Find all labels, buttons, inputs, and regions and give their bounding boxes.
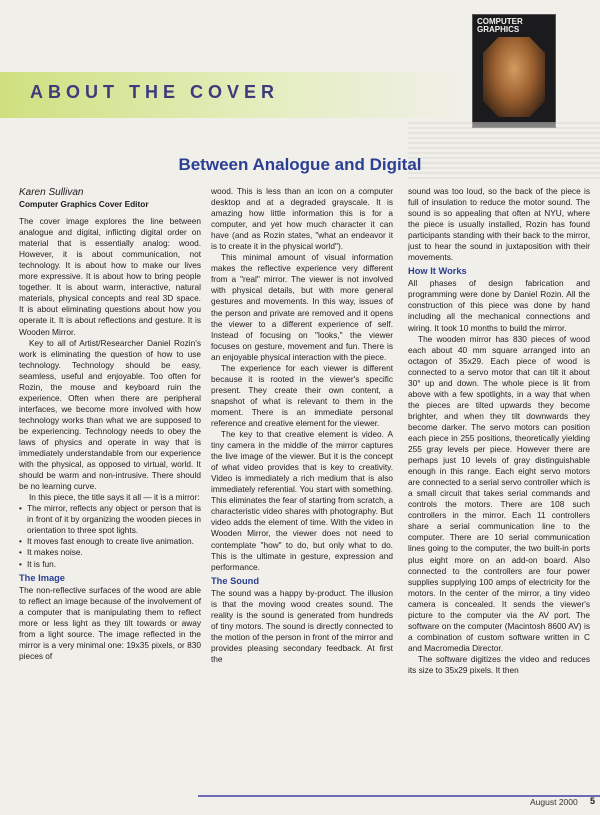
- paragraph: The wooden mirror has 830 pieces of wood each about 40 mm square arranged into an octagon of 35x29. Each piece of wood is connected to a servo motor that can tilt it about 30° up and down. The whole piece is lit from above with a few spotlights, in a way that when the pieces are tilted upwards they become brighter, and when they tilt downwards they become darker. The servo motors can position each piece in 255 positions, theoretically yielding 255 gray levels per piece. However there are perhaps just 10 levels of gray distinguishable enough in this range. Each eight servo motors are connected to a serial servo controller which is a small circuit that takes serial commands and controls the motors. There are 108 such controllers in the mirror. Each 11 controllers share a serial communication line to the computer. There are 10 serial communication lines going to the computer, the two built-in ports plus eight more on an add-on board. Also connected to the controllers are four power supplies supplying 100 amps of electricity for the motors. In the center of the mirror, a tiny video camera is concealed. It sends the viewer's picture to the computer via the AV port. The software on the computer (Macintosh 8600 AV) is a combination of custom software written in C and Macromedia Director.: [408, 333, 590, 653]
- column-1: [19, 186, 201, 662]
- paragraph: sound was too loud, so the back of the piece is full of insulation to reduce the motor sound. The sound is so appealing that often at NYU, where the piece is usually installed, Rozin has found participants standing with their back to the mirror, just to hear the sound in juxtaposition with their movements.: [408, 186, 590, 263]
- paragraph: This minimal amount of visual information makes the reflective experience very different from a "real" mirror. The viewer is not involved with physical details, but with more general gestures and movements. In this way, issues of the person and private are removed and it opens the viewer to a different experience of self. Instead of focusing on "looks," the viewer focuses on gesture, movement and fun. There is an enjoyable physical interaction with the piece.: [211, 252, 393, 362]
- list-item: • The mirror, reflects any object or person that is in front of it by organizing the wooden pieces in orientation to three spot lights.: [27, 503, 201, 536]
- page-number: 5: [590, 796, 596, 806]
- issue-date: August 2000: [530, 797, 578, 807]
- paragraph: The non-reflective surfaces of the wood are able to reflect an image because of the involvement of a computer that is manipulating them to reflect more or less light as they tilt towards or away from a light source. The image reflected in the mirror is a very minimal one: 19x35 pixels, or 830 pieces of: [19, 584, 201, 661]
- column-2: [211, 186, 393, 665]
- paragraph: Key to all of Artist/Researcher Daniel Rozin's work is eliminating the question of how to use technology. Technology should be easy, seamless, useful and enjoyable. Too often for Rozin, the mouse and keyboard ruin the experience. Often when there are peripheral interfaces, we become more involved with how technology works than what we are supposed to be experiencing. Technology needs to obey the laws of physics and operate in way that is immediately understandable from our experience with the physical, as opposed to virtual, world. It should be warm and non-intrusive. There should be no learning curve.: [19, 337, 201, 492]
- paragraph: The experience for each viewer is different because it is rooted in the viewer's specific present. They create their own content, a snapshot of what is relevant to them in the moment. There is an immediate personal reference and creative element for the viewer.: [211, 362, 393, 428]
- author-name: Karen Sullivan: [19, 187, 84, 198]
- paragraph: The key to that creative element is video. A tiny camera in the middle of the mirror captures the live image of the viewer. But it is the concept of what video provides that is key to creativity. Video is immediately a rich medium that is also immediately referential. You start with something. This eliminates the fear of starting from scratch, a characteristic video shares with photography. But video adds the element of time. With the video in Wooden Mirror, the viewer does not need to contemplate "how" to do, but only what to do. This is the ultimate in gesture, expression and performance.: [211, 429, 393, 572]
- cover-art-image: [483, 37, 545, 117]
- author-role: Computer Graphics Cover Editor: [19, 199, 149, 209]
- column-3: [408, 186, 590, 676]
- paragraph: wood. This is less than an icon on a computer desktop and at a degraded grayscale. It is amazing how little information this is for a computer, and yet how much character it can have (and as Rozin states, "what an endeavor it is to create it in the physical world").: [211, 186, 393, 252]
- list-item: • It is fun.: [27, 559, 201, 570]
- list-item: • It makes noise.: [27, 547, 201, 558]
- subhead-the-sound: The Sound: [211, 575, 260, 586]
- list-item: • It moves fast enough to create live animation.: [27, 536, 201, 547]
- paragraph: All phases of design fabrication and programming were done by Daniel Rozin. All the construction of this piece was done by hand including all the mechanical connections and wiring. It took 10 months to build the mirror.: [408, 278, 590, 333]
- feature-list: [19, 503, 201, 569]
- subhead-how-it-works: How It Works: [408, 266, 467, 277]
- section-title: ABOUT THE COVER: [30, 82, 280, 102]
- magazine-logo: COMPUTER GRAPHICS: [477, 17, 523, 34]
- paragraph: The software digitizes the video and reduces its size to 35x29 pixels. It then: [408, 653, 590, 675]
- article-headline: Between Analogue and Digital: [178, 155, 422, 174]
- paragraph: In this piece, the title says it all — it is a mirror:: [29, 492, 200, 503]
- subhead-the-image: The Image: [19, 572, 65, 583]
- paragraph: The sound was a happy by-product. The illusion is that the moving wood creates sound. The reality is the sound is generated from hundreds of tiny motors. The sound is directly connected to the motion of the person in front of the mirror and provides pleasing secondary feedback. At first the: [211, 587, 393, 664]
- cover-thumbnail: [472, 14, 556, 128]
- paragraph: The cover image explores the line between analogue and digital, inflicting digital order on material that is essentially analog: wood. However, it is about communication, not technology. It is about how to make our lives more expressive. It is about how to bring people together. It is about warm, interactive, natural materials, physical concepts and real 3D space. It is about eliminating questions about how you operate it. It is about reflections and gesture. It is Wooden Mirror.: [19, 216, 201, 337]
